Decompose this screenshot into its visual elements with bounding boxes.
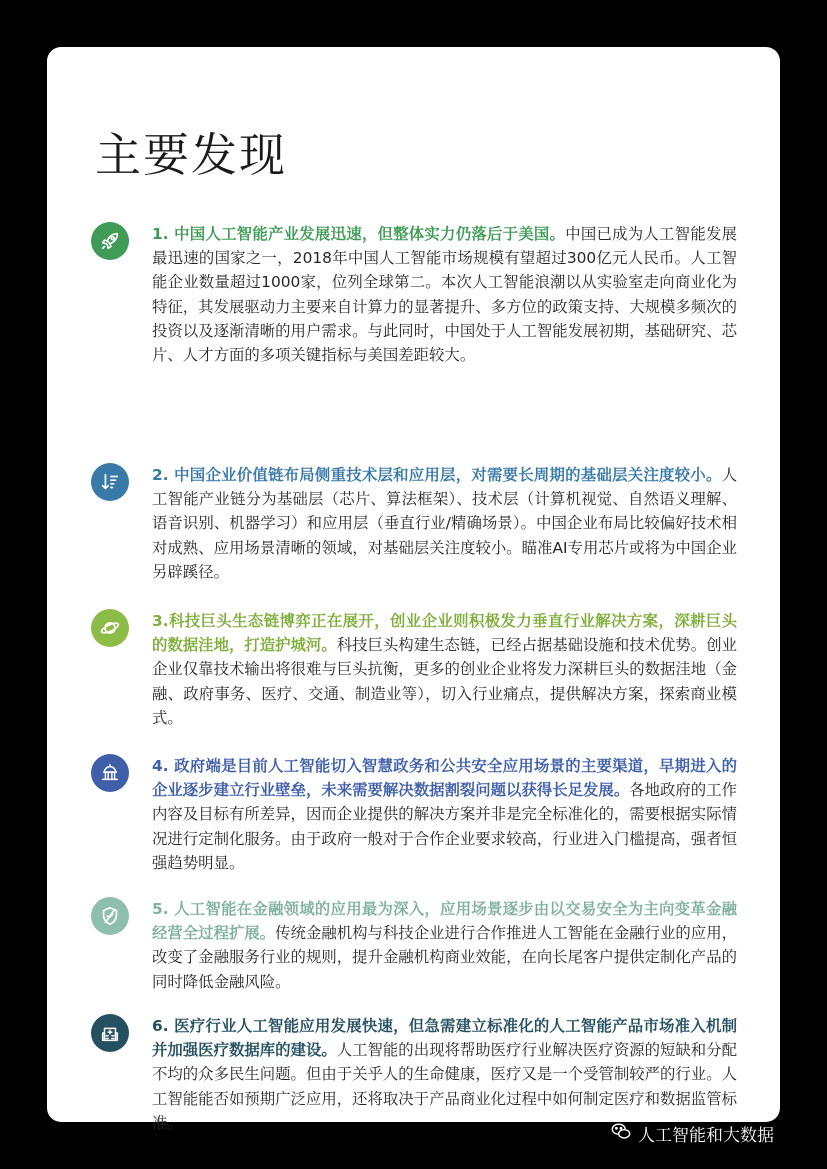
- finding-heading: 2. 中国企业价值链布局侧重技术层和应用层，对需要长周期的基础层关注度较小。: [152, 466, 722, 484]
- finding-body: 传统金融机构与科技企业进行合作推进人工智能在金融行业的应用，改变了金融服务行业的规则，提升金融机构商业效能，在向长尾客户提供定制化产品的同时降低金融风险。: [152, 924, 737, 991]
- government-building-icon: [91, 754, 129, 792]
- wechat-icon: [610, 1120, 632, 1147]
- finding-paragraph: [152, 463, 737, 584]
- rocket-icon: [91, 222, 129, 260]
- finding-body: 科技巨头构建生态链，已经占据基础设施和技术优势。创业企业仅靠技术输出将很难与巨头抗衡，更多的创业企业将发力深耕巨头的数据洼地（金融、政府事务、医疗、交通、制造业等），切入行业痛点，提供解决方案，探索商业模式。: [152, 636, 737, 727]
- content-card: [47, 47, 780, 1132]
- finding-body: 人工智能产业链分为基础层（芯片、算法框架）、技术层（计算机视觉、自然语义理解、语音识别、机器学习）和应用层（垂直行业/精确场景）。中国企业布局比较偏好技术相对成熟、应用场景清晰的领域，对基础层关注度较小。瞄准AI专用芯片或将为中国企业另辟蹊径。: [152, 466, 737, 581]
- shield-check-icon: [91, 897, 129, 935]
- hospital-icon: [91, 1014, 129, 1052]
- watermark-text: 人工智能和大数据: [638, 1125, 774, 1146]
- sort-descending-icon: [91, 463, 129, 501]
- planet-icon: [91, 609, 129, 647]
- finding-paragraph: [152, 609, 737, 730]
- page-title: 主要发现: [95, 128, 287, 182]
- finding-paragraph: [152, 754, 737, 875]
- finding-body: 中国已成为人工智能发展最迅速的国家之一，2018年中国人工智能市场规模有望超过300亿元人民币。人工智能企业数量超过1000家，位列全球第二。本次人工智能浪潮以从实验室走向商业化为特征，其发展驱动力主要来自计算力的显著提升、多方位的政策支持、大规模多频次的投资以及逐渐清晰的用户需求。与此同时，中国处于人工智能发展初期，基础研究、芯片、人才方面的多项关键指标与美国差距较大。: [152, 225, 737, 365]
- finding-body: 各地政府的工作内容及目标有所差异，因而企业提供的解决方案并非是完全标准化的，需要根据实际情况进行定制化服务。由于政府一般对于合作企业要求较高，行业进入门槛提高，强者恒强趋势明显。: [152, 781, 737, 872]
- finding-paragraph: [152, 897, 737, 994]
- finding-heading: 4. 政府端是目前人工智能切入智慧政务和公共安全应用场景的主要渠道，早期进入的企业逐步建立行业壁垒，未来需要解决数据割裂问题以获得长足发展。: [152, 757, 737, 800]
- finding-paragraph: [152, 222, 737, 367]
- finding-paragraph: [152, 1014, 737, 1135]
- finding-body: 人工智能的出现将帮助医疗行业解决医疗资源的短缺和分配不均的众多民生问题。但由于关乎人的生命健康，医疗又是一个受管制较严的行业。人工智能能否如预期广泛应用，还将取决于产品商业化过程中如何制定医疗和数据监管标准。: [152, 1041, 737, 1132]
- finding-heading: 1. 中国人工智能产业发展迅速，但整体实力仍落后于美国。: [152, 225, 566, 243]
- finding-heading: 6. 医疗行业人工智能应用发展快速，但急需建立标准化的人工智能产品市场准入机制并加强医疗数据库的建设。: [152, 1017, 737, 1060]
- finding-heading: 5. 人工智能在金融领域的应用最为深入，应用场景逐步由以交易安全为主向变革金融经营全过程扩展。: [152, 900, 737, 943]
- finding-heading: 3.科技巨头生态链博弈正在展开，创业企业则积极发力垂直行业解决方案，深耕巨头的数据洼地，打造护城河。: [152, 612, 737, 655]
- watermark: [610, 1120, 774, 1146]
